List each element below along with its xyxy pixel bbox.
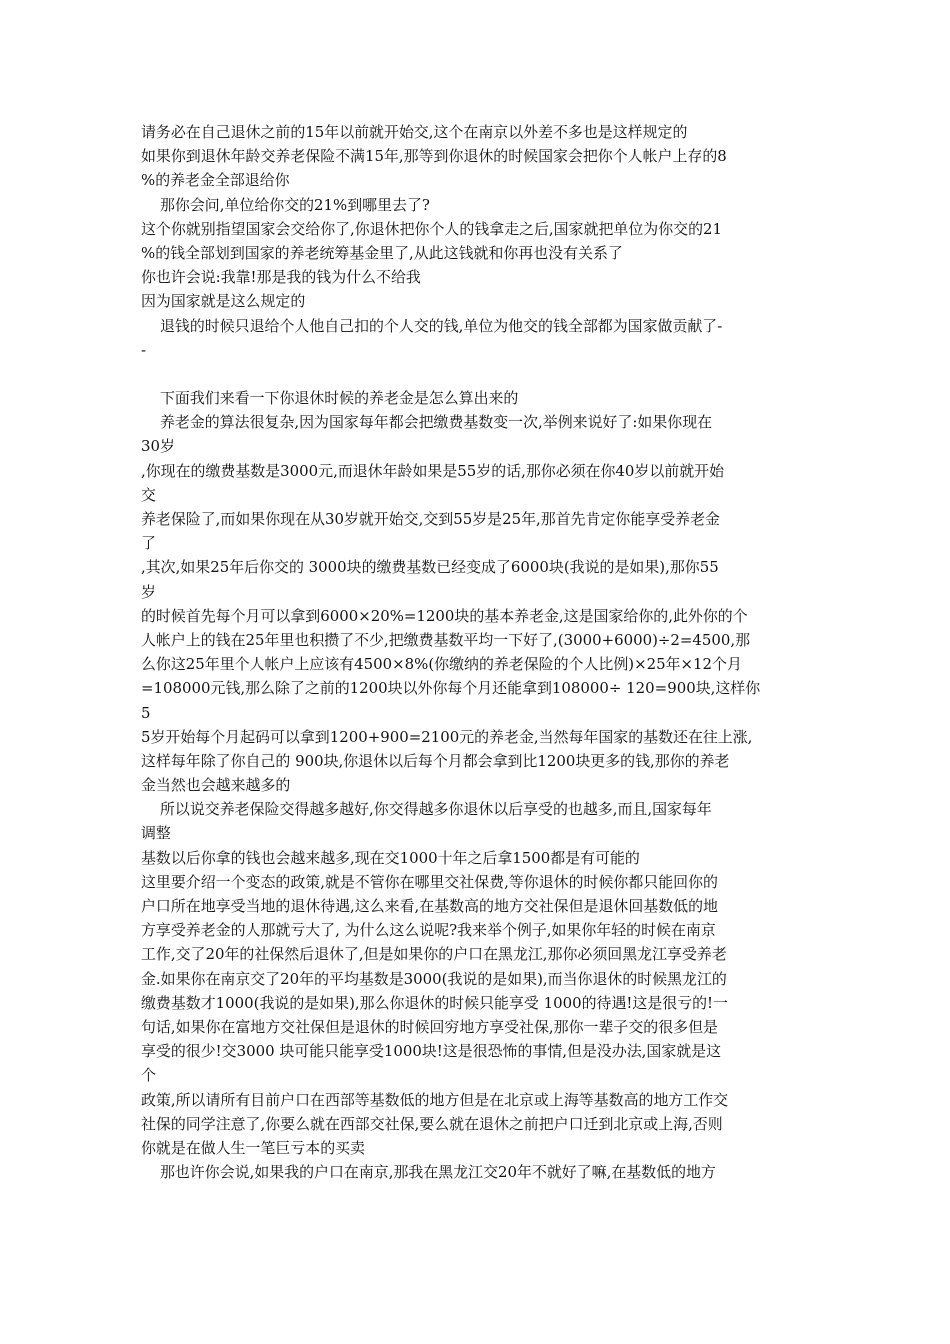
text-line: 工作,交了20年的社保然后退休了,但是如果你的户口在黑龙江,那你必须回黑龙江享受养老 bbox=[141, 945, 727, 964]
text-line: 么你这25年里个人帐户上应该有4500×8%(你缴纳的养老保险的个人比例)×25年×12个月 bbox=[141, 655, 742, 674]
text-line: 方享受养老金的人那就亏大了, 为什么这么说呢?我来举个例子,如果你年轻的时候在南京 bbox=[141, 921, 716, 940]
text-line: 如果你到退休年龄交养老保险不满15年,那等到你退休的时候国家会把你个人帐户上存的8 bbox=[141, 147, 727, 166]
text-line: - bbox=[141, 340, 147, 359]
text-line: 缴费基数才1000(我说的是如果),那么你退休的时候只能享受 1000的待遇!这是很亏的!一 bbox=[141, 993, 729, 1012]
text-line: %的钱全部划到国家的养老统筹基金里了,从此这钱就和你再也没有关系了 bbox=[141, 243, 623, 262]
text-line: 岁 bbox=[141, 582, 156, 601]
text-line: 金当然也会越来越多的 bbox=[141, 776, 291, 795]
text-line: 你也许会说:我靠!那是我的钱为什么不给我 bbox=[141, 268, 421, 287]
text-line: 基数以后你拿的钱也会越来越多,现在交1000十年之后拿1500都是有可能的 bbox=[141, 848, 640, 867]
text-line: 金.如果你在南京交了20年的平均基数是3000(我说的是如果),而当你退休的时候黑龙江的 bbox=[141, 969, 727, 988]
text-line: 请务必在自己退休之前的15年以前就开始交,这个在南京以外差不多也是这样规定的 bbox=[141, 123, 688, 141]
text-line: 那你会问,单位给你交的21%到哪里去了? bbox=[141, 195, 430, 214]
text-line: 5岁开始每个月起码可以拿到1200+900=2100元的养老金,当然每年国家的基数还在往上涨, bbox=[141, 727, 753, 746]
text-line: 30岁 bbox=[141, 437, 175, 456]
text-line: 人帐户上的钱在25年里也积攒了不少,把缴费基数平均一下好了,(3000+6000)÷2=4500,那 bbox=[141, 630, 751, 649]
text-line: %的养老金全部退给你 bbox=[141, 171, 290, 190]
text-line: 下面我们来看一下你退休时候的养老金是怎么算出来的 bbox=[141, 389, 519, 408]
text-line: 那也许你会说,如果我的户口在南京,那我在黑龙江交20年不就好了嘛,在基数低的地方 bbox=[141, 1163, 716, 1182]
text-line: 这样每年除了你自己的 900块,你退休以后每个月都会拿到比1200块更多的钱,那你的养老 bbox=[141, 751, 730, 770]
text-line: 调整 bbox=[141, 824, 171, 843]
text-line: 句话,如果你在富地方交社保但是退休的时候回穷地方享受社保,那你一辈子交的很多但是 bbox=[141, 1017, 718, 1036]
text-line: 政策,所以请所有目前户口在西部等基数低的地方但是在北京或上海等基数高的地方工作交 bbox=[141, 1090, 729, 1109]
text-line: 养老金的算法很复杂,因为国家每年都会把缴费基数变一次,举例来说好了:如果你现在 bbox=[141, 413, 713, 432]
text-line: ,其次,如果25年后你交的 3000块的缴费基数已经变成了6000块(我说的是如果),那你55 bbox=[141, 558, 719, 577]
text-line: 养老保险了,而如果你现在从30岁就开始交,交到55岁是25年,那首先肯定你能享受养老金 bbox=[141, 510, 720, 528]
paragraph-gap bbox=[141, 362, 813, 386]
text-line: 交 bbox=[141, 485, 156, 504]
body-text bbox=[141, 120, 813, 1184]
text-line: 这里要介绍一个变态的政策,就是不管你在哪里交社保费,等你退休的时候你都只能回你的 bbox=[141, 872, 718, 891]
text-line: 个 bbox=[141, 1066, 156, 1085]
text-line: 5 bbox=[141, 703, 151, 722]
text-line: 的时候首先每个月可以拿到6000×20%=1200块的基本养老金,这是国家给你的,此外你的个 bbox=[141, 606, 748, 625]
text-line: 你就是在做人生一笔巨亏本的买卖 bbox=[141, 1138, 366, 1157]
text-line: 户口所在地享受当地的退休待遇,这么来看,在基数高的地方交社保但是退休回基数低的地 bbox=[141, 897, 718, 915]
text-line: 享受的很少!交3000 块可能只能享受1000块!这是很恐怖的事情,但是没办法,国家就是这 bbox=[141, 1042, 722, 1061]
text-line: 因为国家就是这么规定的 bbox=[141, 292, 306, 311]
text-line: 所以说交养老保险交得越多越好,你交得越多你退休以后享受的也越多,而且,国家每年 bbox=[141, 800, 712, 819]
text-line: ,你现在的缴费基数是3000元,而退休年龄如果是55岁的话,那你必须在你40岁以前就开始 bbox=[141, 461, 725, 480]
text-line: 社保的同学注意了,你要么就在西部交社保,要么就在退休之前把户口迁到北京或上海,否则 bbox=[141, 1114, 723, 1133]
text-line: =108000元钱,那么除了之前的1200块以外你每个月还能拿到108000÷ 120=900块,这样你 bbox=[141, 679, 761, 698]
text-line: 这个你就别指望国家会交给你了,你退休把你个人的钱拿走之后,国家就把单位为你交的21 bbox=[141, 219, 723, 238]
text-line: 了 bbox=[141, 534, 156, 553]
text-line: 退钱的时候只退给个人他自己扣的个人交的钱,单位为他交的钱全部都为国家做贡献了- bbox=[141, 316, 723, 335]
